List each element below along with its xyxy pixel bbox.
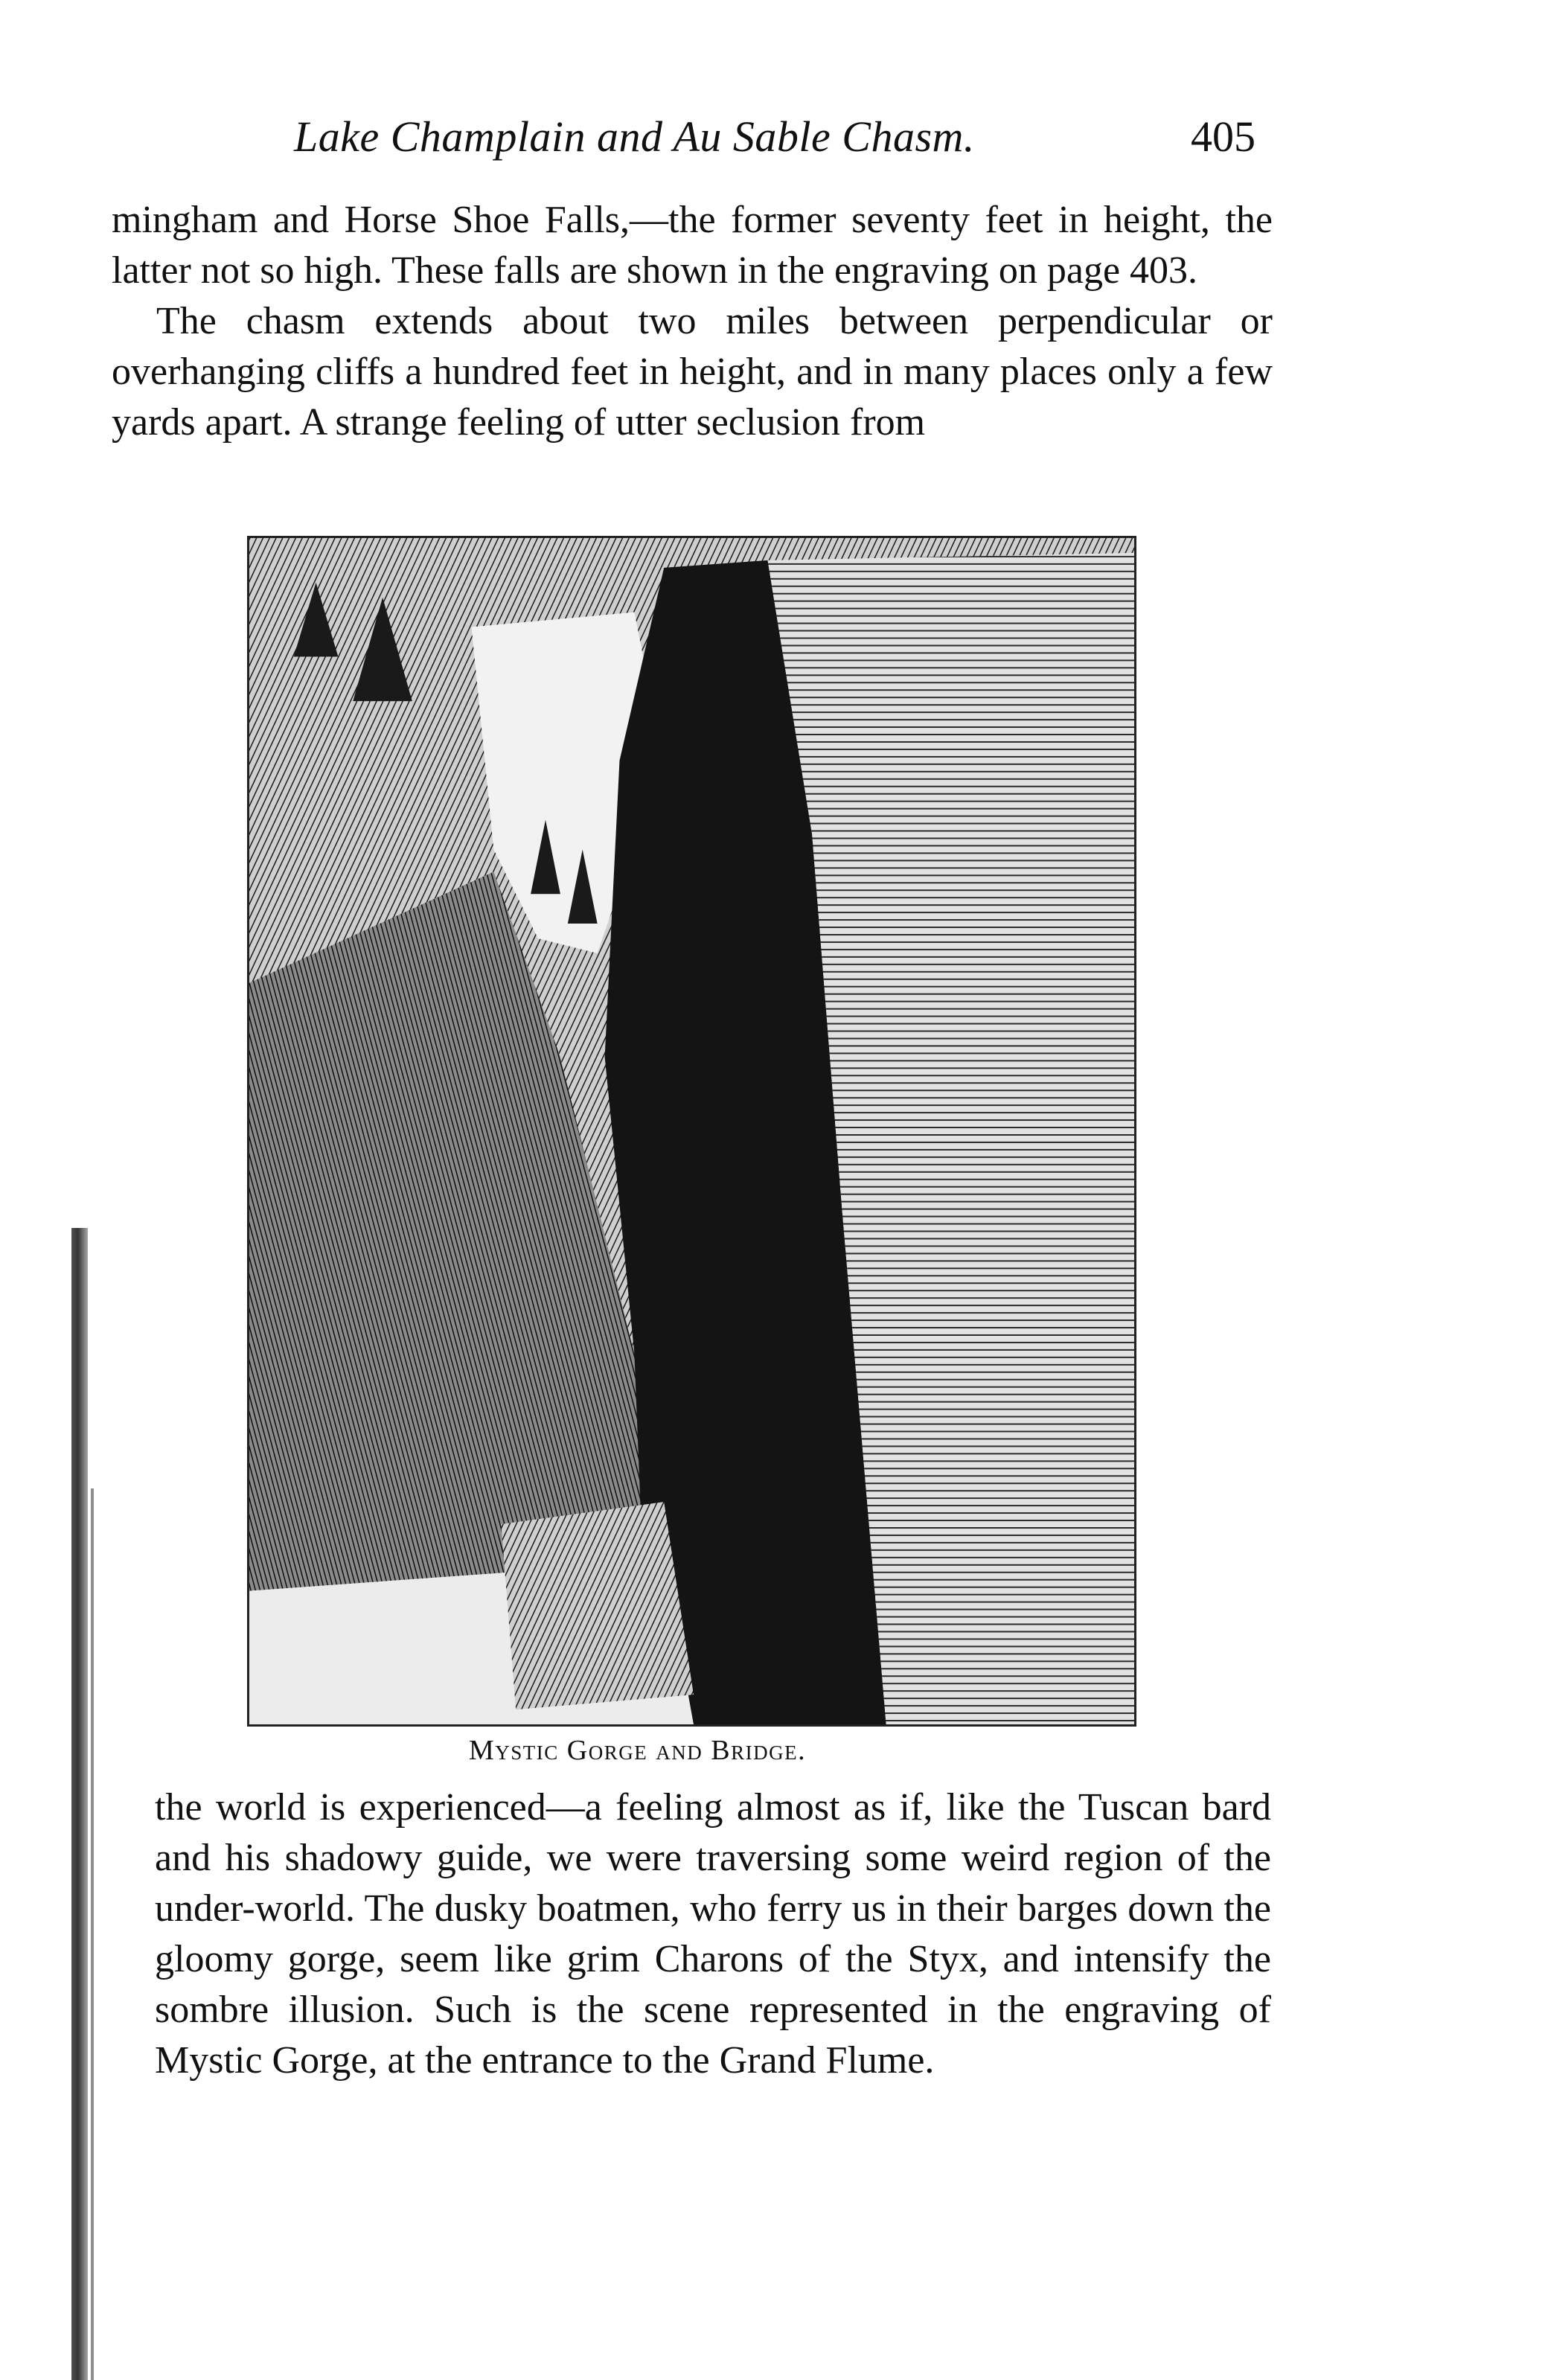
paragraph-2: The chasm extends about two miles between perpendicular or overhanging cliffs a hundred feet in height, and in many places only a few yards apart. A strange feeling of utter seclusion from — [112, 300, 1273, 444]
engraving-illustration — [249, 538, 1134, 1724]
engraving-mystic-gorge — [247, 536, 1136, 1727]
text-block-top — [112, 195, 1273, 448]
page-number: 405 — [1191, 112, 1255, 161]
paragraph-3: the world is experienced—a feeling almost as if, like the Tuscan bard and his shadowy guide, we were traversing some weird region of the under-world. The dusky boatmen, who ferry us in their barges down the gloomy gorge, seem like grim Charons of the Styx, and intensify the sombre illusion. Such is the scene represented in the engraving of Mystic Gorge, at the entrance to the Grand Flume. — [155, 1786, 1271, 2082]
binding-shadow — [71, 1228, 88, 2380]
figure-caption: Mystic Gorge and Bridge. — [469, 1735, 807, 1766]
text-block-bottom — [155, 1782, 1271, 2086]
paragraph-1: mingham and Horse Shoe Falls,—the former seventy feet in height, the latter not so high. These falls are shown in the engraving on page 403. — [112, 199, 1273, 292]
binding-line — [91, 1488, 94, 2380]
running-title: Lake Champlain and Au Sable Chasm. — [294, 112, 975, 161]
